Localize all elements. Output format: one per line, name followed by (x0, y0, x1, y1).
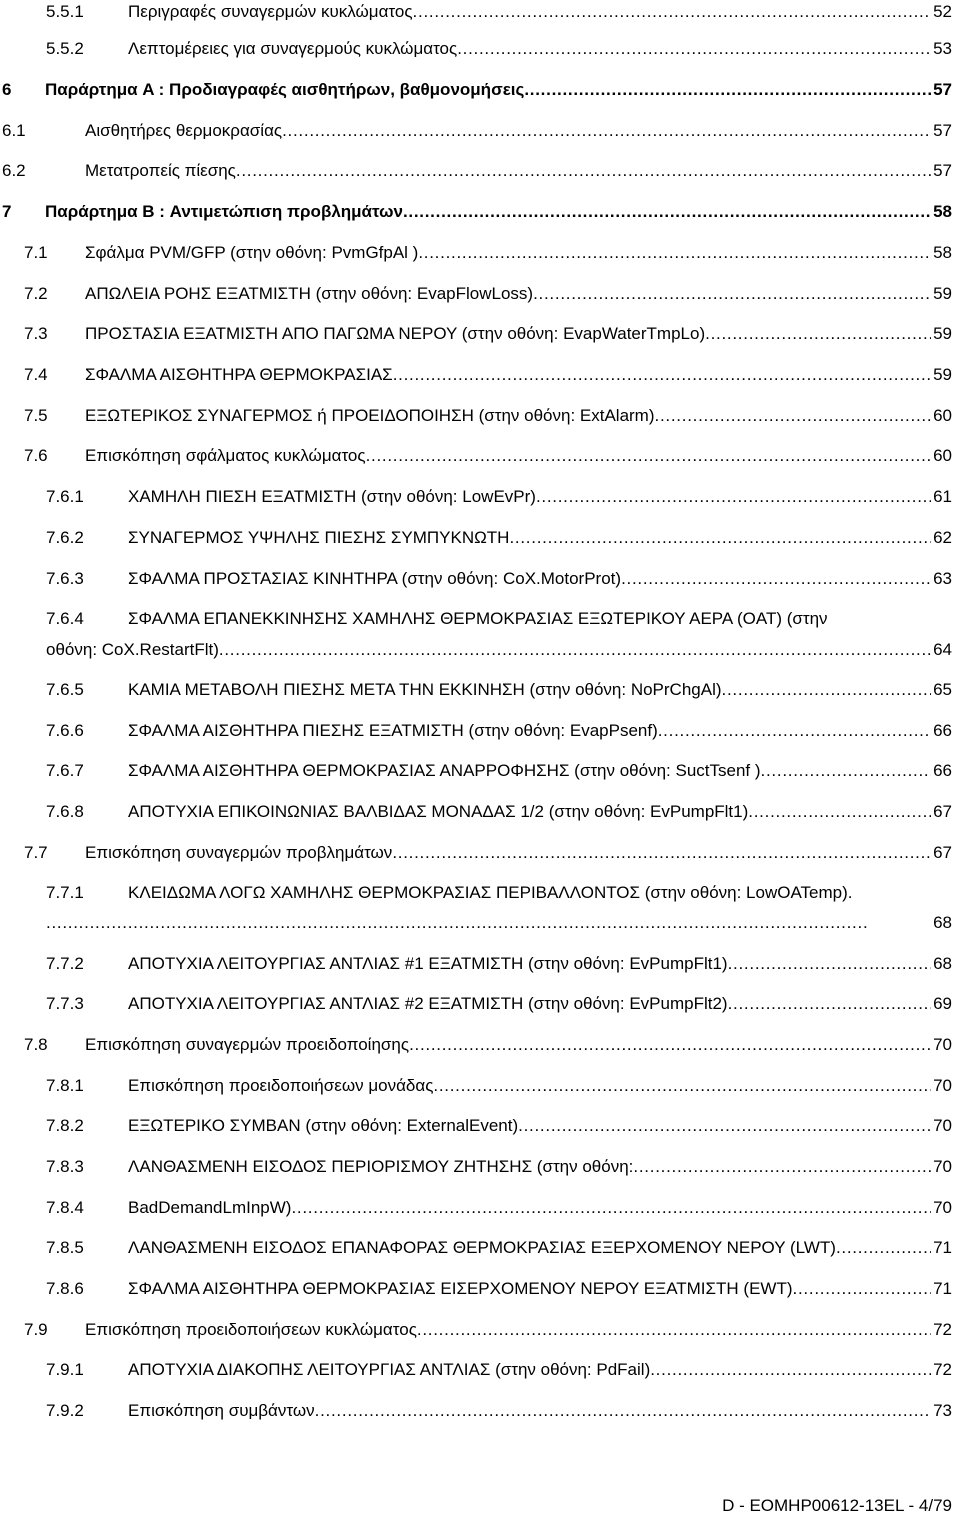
toc-entry[interactable] (0, 1196, 960, 1224)
toc-number: 7.6.7 (46, 761, 84, 780)
toc-entry[interactable] (0, 363, 960, 391)
toc-entry[interactable] (0, 200, 960, 228)
toc-number: 7.8.6 (46, 1279, 84, 1298)
toc-title: ΚΑΜΙΑ ΜΕΤΑΒΟΛΗ ΠΙΕΣΗΣ ΜΕΤΑ ΤΗΝ ΕΚΚΙΝΗΣΗ (στην οθόνη: NoPrChgAl) (128, 680, 722, 699)
toc-title: ΚΛΕΙΔΩΜΑ ΛΟΓΩ ΧΑΜΗΛΗΣ ΘΕΡΜΟΚΡΑΣΙΑΣ ΠΕΡΙΒΑΛΛΟΝΤΟΣ (στην οθόνη: LowOATemp). (128, 883, 853, 902)
toc-title: Σφάλμα PVM/GFP (στην οθόνη: PvmGfpAl ) (85, 243, 419, 262)
toc-page: 59 (933, 284, 952, 303)
toc-title: ΣΦΑΛΜΑ ΑΙΣΘΗΤΗΡΑ ΘΕΡΜΟΚΡΑΣΙΑΣ ΑΝΑΡΡΟΦΗΣΗΣ (στην οθόνη: SuctTsenf ) (128, 761, 761, 780)
toc-number: 7 (2, 202, 12, 221)
toc-number: 7.8.5 (46, 1238, 84, 1257)
toc-number: 7.6.3 (46, 569, 84, 588)
toc-entry[interactable] (0, 1358, 960, 1386)
toc-page: 71 (933, 1238, 952, 1257)
toc-page: 53 (933, 39, 952, 58)
toc-entry[interactable] (0, 1074, 960, 1102)
toc-title: ΑΠΟΤΥΧΙΑ ΕΠΙΚΟΙΝΩΝΙΑΣ ΒΑΛΒΙΔΑΣ ΜΟΝΑΔΑΣ 1/2 (στην οθόνη: EvPumpFlt1) (128, 802, 749, 821)
toc-number: 7.4 (24, 365, 48, 384)
toc-page: 66 (933, 761, 952, 780)
toc-title: Αισθητήρες θερμοκρασίας (85, 121, 283, 140)
toc-page: 68 (933, 954, 952, 973)
toc-entry[interactable] (0, 992, 960, 1020)
toc-title: Επισκόπηση συναγερμών προειδοποίησης (85, 1035, 410, 1054)
toc-number: 7.6.6 (46, 721, 84, 740)
toc-page: 70 (933, 1157, 952, 1176)
toc-title: Περιγραφές συναγερμών κυκλώματος (128, 2, 413, 21)
toc-page: 70 (933, 1116, 952, 1135)
toc-page: 67 (933, 802, 952, 821)
toc-entry[interactable] (0, 1155, 960, 1183)
toc-page: 66 (933, 721, 952, 740)
toc-number: 7.6.4 (46, 609, 84, 628)
toc-title: ΑΠΩΛΕΙΑ ΡΟΗΣ ΕΞΑΤΜΙΣΤΗ (στην οθόνη: EvapFlowLoss) (85, 284, 534, 303)
toc-entry[interactable] (0, 719, 960, 747)
toc-title: ΣΦΑΛΜΑ ΑΙΣΘΗΤΗΡΑ ΠΙΕΣΗΣ ΕΞΑΤΜΙΣΤΗ (στην οθόνη: EvapPsenf) (128, 721, 658, 740)
toc-title: ΛΑΝΘΑΣΜΕΝΗ ΕΙΣΟΔΟΣ ΠΕΡΙΟΡΙΣΜΟΥ ΖΗΤΗΣΗΣ (στην οθόνη: (128, 1157, 634, 1176)
toc-title: Μετατροπείς πίεσης (85, 161, 236, 180)
toc-number: 7.8 (24, 1035, 48, 1054)
toc-entry[interactable] (0, 159, 960, 187)
toc-page: 69 (933, 994, 952, 1013)
toc-entry[interactable] (0, 282, 960, 310)
toc-title: Επισκόπηση σφάλματος κυκλώματος (85, 446, 366, 465)
toc-entry-continuation[interactable] (0, 638, 960, 666)
toc-number: 7.5 (24, 406, 48, 425)
toc-page: 58 (933, 202, 952, 221)
toc-title: ΑΠΟΤΥΧΙΑ ΛΕΙΤΟΥΡΓΙΑΣ ΑΝΤΛΙΑΣ #1 ΕΞΑΤΜΙΣΤΗ (στην οθόνη: EvPumpFlt1) (128, 954, 728, 973)
toc-number: 5.5.2 (46, 39, 84, 58)
toc-title: ΣΦΑΛΜΑ ΑΙΣΘΗΤΗΡΑ ΘΕΡΜΟΚΡΑΣΙΑΣ ΕΙΣΕΡΧΟΜΕΝΟΥ ΝΕΡΟΥ ΕΞΑΤΜΙΣΤΗ (EWT) (128, 1279, 793, 1298)
toc-page: 65 (933, 680, 952, 699)
toc-page: 60 (933, 446, 952, 465)
toc-number: 7.9.1 (46, 1360, 84, 1379)
toc-page: 57 (933, 161, 952, 180)
toc-number: 7.9 (24, 1320, 48, 1339)
toc-page: 73 (933, 1401, 952, 1420)
toc-title: ΑΠΟΤΥΧΙΑ ΔΙΑΚΟΠΗΣ ΛΕΙΤΟΥΡΓΙΑΣ ΑΝΤΛΙΑΣ (στην οθόνη: PdFail) (128, 1360, 651, 1379)
toc-entry[interactable] (0, 485, 960, 513)
toc-number: 7.6.8 (46, 802, 84, 821)
toc-page: 67 (933, 843, 952, 862)
toc-entry[interactable] (0, 404, 960, 432)
toc-number: 6 (2, 80, 12, 99)
toc-number: 7.6.2 (46, 528, 84, 547)
toc-number: 7.9.2 (46, 1401, 84, 1420)
toc-entry[interactable] (0, 322, 960, 350)
toc-entry[interactable] (0, 881, 960, 909)
toc-page: 71 (933, 1279, 952, 1298)
toc-number: 5.5.1 (46, 2, 84, 21)
toc-entry[interactable] (0, 241, 960, 269)
toc-page: 58 (933, 243, 952, 262)
toc-number: 7.8.3 (46, 1157, 84, 1176)
toc-entry[interactable] (0, 1277, 960, 1305)
toc-title: ΠΡΟΣΤΑΣΙΑ ΕΞΑΤΜΙΣΤΗ ΑΠΟ ΠΑΓΩΜΑ ΝΕΡΟΥ (στην οθόνη: EvapWaterTmpLo) (85, 324, 706, 343)
toc-page: 60 (933, 406, 952, 425)
toc-number: 7.8.2 (46, 1116, 84, 1135)
toc-entry[interactable] (0, 841, 960, 869)
toc-entry[interactable] (0, 78, 960, 106)
toc-page: 62 (933, 528, 952, 547)
toc-number: 7.2 (24, 284, 48, 303)
toc-page: 72 (933, 1320, 952, 1339)
toc-title: ΕΞΩΤΕΡΙΚΟΣ ΣΥΝΑΓΕΡΜΟΣ ή ΠΡΟΕΙΔΟΠΟΙΗΣΗ (στην οθόνη: ExtAlarm) (85, 406, 655, 425)
toc-title: ΣΦΑΛΜΑ ΕΠΑΝΕΚΚΙΝΗΣΗΣ ΧΑΜΗΛΗΣ ΘΕΡΜΟΚΡΑΣΙΑΣ ΕΞΩΤΕΡΙΚΟΥ ΑΕΡΑ (OAT) (στην (128, 609, 828, 628)
toc-entry[interactable] (0, 678, 960, 706)
toc-page: 72 (933, 1360, 952, 1379)
toc-title: ΣΦΑΛΜΑ ΠΡΟΣΤΑΣΙΑΣ ΚΙΝΗΤΗΡΑ (στην οθόνη: CoX.MotorProt) (128, 569, 622, 588)
toc-number: 7.8.4 (46, 1198, 84, 1217)
toc-entry[interactable] (0, 800, 960, 828)
toc-entry[interactable] (0, 119, 960, 147)
toc-page: 70 (933, 1035, 952, 1054)
toc-entry[interactable] (0, 1033, 960, 1061)
toc-number: 7.1 (24, 243, 48, 262)
toc-entry[interactable] (0, 444, 960, 472)
toc-title: ΛΑΝΘΑΣΜΕΝΗ ΕΙΣΟΔΟΣ ΕΠΑΝΑΦΟΡΑΣ ΘΕΡΜΟΚΡΑΣΙΑΣ ΕΞΕΡΧΟΜΕΝΟΥ ΝΕΡΟΥ (LWT) (128, 1238, 836, 1257)
toc-entry[interactable] (0, 37, 960, 65)
toc-entry[interactable] (0, 567, 960, 595)
toc-page: 63 (933, 569, 952, 588)
toc-title: Επισκόπηση προειδοποιήσεων κυκλώματος (85, 1320, 417, 1339)
toc-page: 57 (933, 80, 952, 99)
toc-page: 68 (933, 913, 952, 932)
toc-title: Παράρτημα A : Προδιαγραφές αισθητήρων, βαθμονομήσεις (45, 80, 525, 99)
toc-title: ΕΞΩΤΕΡΙΚΟ ΣΥΜΒΑΝ (στην οθόνη: ExternalEvent) (128, 1116, 519, 1135)
toc-number: 7.8.1 (46, 1076, 84, 1095)
toc-entry-continuation[interactable] (0, 911, 960, 939)
toc-page: 64 (933, 640, 952, 659)
toc-title: Λεπτομέρειες για συναγερμούς κυκλώματος (128, 39, 458, 58)
toc-page: 52 (933, 2, 952, 21)
toc-entry[interactable] (0, 1236, 960, 1264)
toc-title-cont: οθόνη: CoX.RestartFlt) (46, 640, 219, 659)
toc-number: 7.7 (24, 843, 48, 862)
page-footer: D - EOMHP00612-13EL - 4/79 (722, 1496, 952, 1515)
toc-title: ΣΦΑΛΜΑ ΑΙΣΘΗΤΗΡΑ ΘΕΡΜΟΚΡΑΣΙΑΣ (85, 365, 393, 384)
toc-page: 57 (933, 121, 952, 140)
toc-entry[interactable] (0, 952, 960, 980)
toc-title: Επισκόπηση προειδοποιήσεων μονάδας (128, 1076, 434, 1095)
toc-entry[interactable] (0, 759, 960, 787)
toc-entry[interactable] (0, 1114, 960, 1142)
toc-entry[interactable] (0, 1399, 960, 1427)
toc-title: ΧΑΜΗΛΗ ΠΙΕΣΗ ΕΞΑΤΜΙΣΤΗ (στην οθόνη: LowEvPr) (128, 487, 536, 506)
toc-page: 59 (933, 324, 952, 343)
toc-page: 59 (933, 365, 952, 384)
toc-number: 7.7.3 (46, 994, 84, 1013)
toc-number: 6.2 (2, 161, 26, 180)
toc-title: Παράρτημα B : Αντιμετώπιση προβλημάτων (45, 202, 403, 221)
toc-number: 7.6.5 (46, 680, 84, 699)
toc-number: 7.6.1 (46, 487, 84, 506)
toc-page: 70 (933, 1076, 952, 1095)
toc-title: BadDemandLmInpW) (128, 1198, 292, 1217)
toc-title: Επισκόπηση συναγερμών προβλημάτων (85, 843, 393, 862)
toc-entry[interactable] (0, 526, 960, 554)
toc-number: 6.1 (2, 121, 26, 140)
toc-page: 70 (933, 1198, 952, 1217)
toc-number: 7.7.2 (46, 954, 84, 973)
toc-entry[interactable] (0, 1318, 960, 1346)
toc-title: Επισκόπηση συμβάντων (128, 1401, 315, 1420)
toc-entry[interactable] (0, 0, 960, 28)
toc-entry[interactable] (0, 607, 960, 635)
toc-title: ΣΥΝΑΓΕΡΜΟΣ ΥΨΗΛΗΣ ΠΙΕΣΗΣ ΣΥΜΠΥΚΝΩΤΗ (128, 528, 510, 547)
toc-page: 61 (933, 487, 952, 506)
toc-number: 7.6 (24, 446, 48, 465)
toc-number: 7.3 (24, 324, 48, 343)
toc-number: 7.7.1 (46, 883, 84, 902)
toc-title: ΑΠΟΤΥΧΙΑ ΛΕΙΤΟΥΡΓΙΑΣ ΑΝΤΛΙΑΣ #2 ΕΞΑΤΜΙΣΤΗ (στην οθόνη: EvPumpFlt2) (128, 994, 728, 1013)
